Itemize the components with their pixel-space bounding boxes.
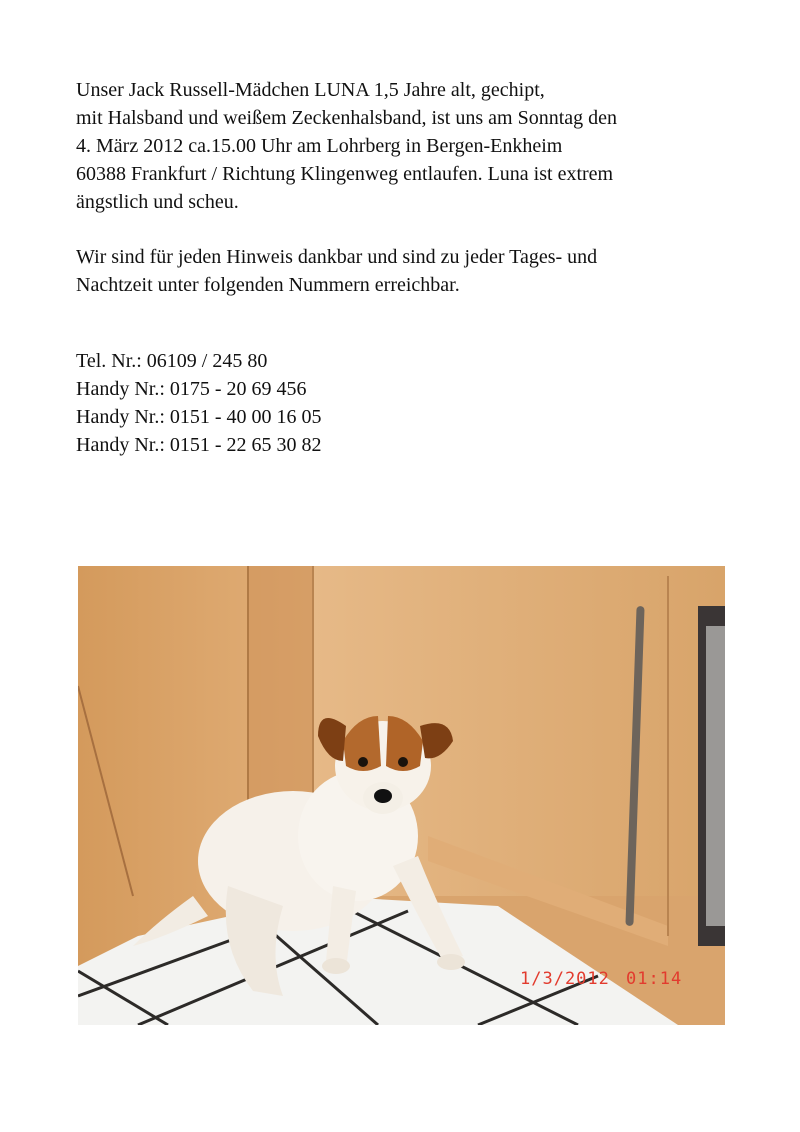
- request-line: Nachtzeit unter folgenden Nummern erreichbar.: [76, 274, 460, 296]
- description-line: 60388 Frankfurt / Richtung Klingenweg entlaufen. Luna ist extrem: [76, 163, 614, 185]
- contact-mobile: Handy Nr.: 0175 - 20 69 456: [76, 378, 307, 400]
- contact-phone: Tel. Nr.: 06109 / 245 80: [76, 350, 268, 372]
- contact-mobile: Handy Nr.: 0151 - 40 00 16 05: [76, 406, 322, 428]
- description-line: Unser Jack Russell-Mädchen LUNA 1,5 Jahre alt, gechipt,: [76, 79, 545, 101]
- description-line: mit Halsband und weißem Zeckenhalsband, ist uns am Sonntag den: [76, 107, 618, 129]
- dog-photo: [78, 566, 725, 1025]
- request-line: Wir sind für jeden Hinweis dankbar und sind zu jeder Tages- und: [76, 246, 598, 268]
- contact-mobile: Handy Nr.: 0151 - 22 65 30 82: [76, 434, 322, 456]
- contact-list: [76, 347, 756, 459]
- description-line: ängstlich und scheu.: [76, 191, 239, 213]
- photo-date-stamp: 1/3/2012: [520, 969, 610, 989]
- photo-time-stamp: 01:14: [626, 969, 683, 989]
- description-paragraph: [76, 76, 756, 216]
- request-paragraph: [76, 243, 756, 299]
- description-line: 4. März 2012 ca.15.00 Uhr am Lohrberg in Bergen-Enkheim: [76, 135, 563, 157]
